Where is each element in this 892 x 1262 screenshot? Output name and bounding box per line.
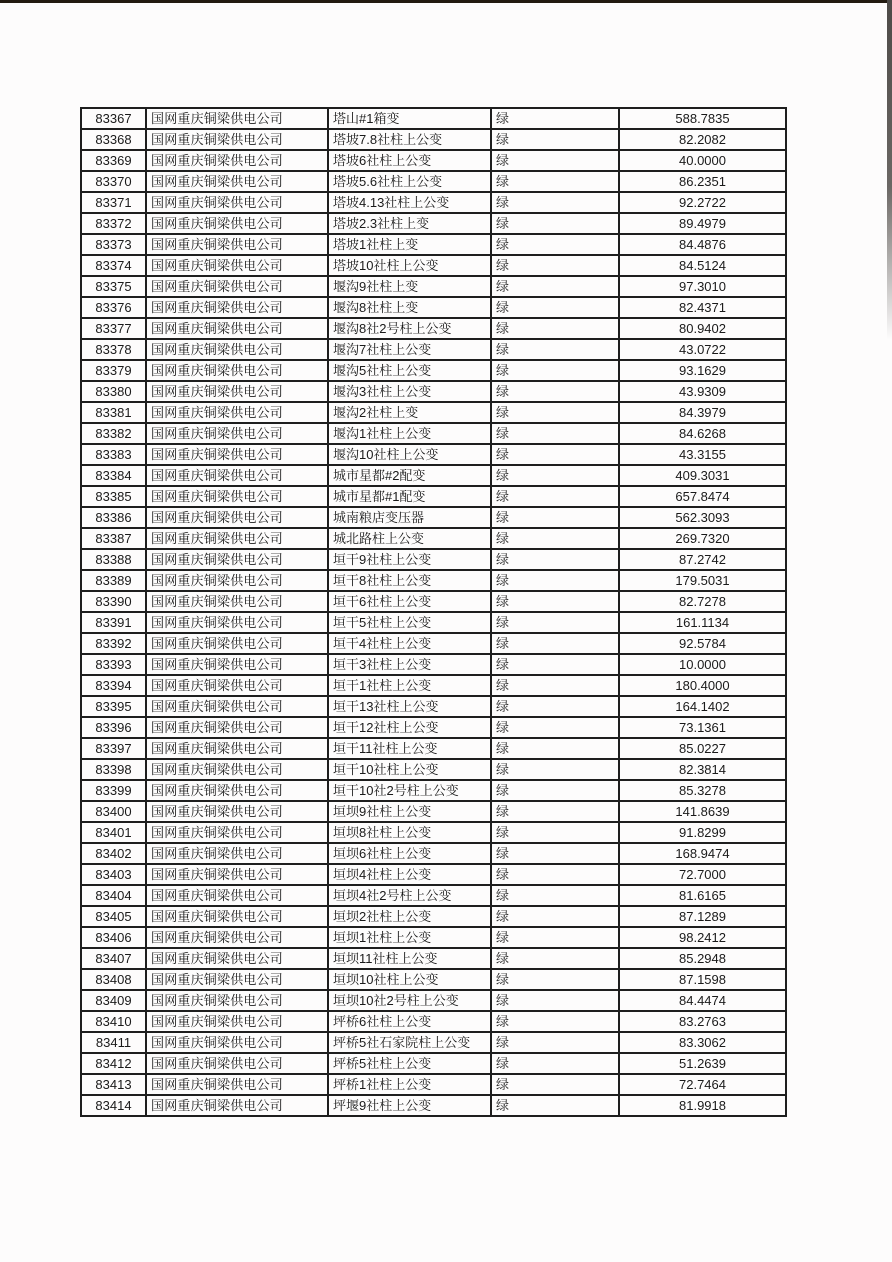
cell-status: 绿: [491, 1074, 619, 1095]
table-row: [81, 675, 786, 696]
cell-status: 绿: [491, 1095, 619, 1116]
table-row: [81, 108, 786, 129]
cell-value: 43.3155: [619, 444, 786, 465]
cell-id: 83412: [81, 1053, 146, 1074]
cell-id: 83396: [81, 717, 146, 738]
cell-device: 坪桥5社柱上公变: [328, 1053, 491, 1074]
cell-company: 国网重庆铜梁供电公司: [146, 633, 328, 654]
cell-status: 绿: [491, 129, 619, 150]
cell-company: 国网重庆铜梁供电公司: [146, 486, 328, 507]
table-row: [81, 927, 786, 948]
cell-device: 城市星都#1配变: [328, 486, 491, 507]
cell-value: 89.4979: [619, 213, 786, 234]
cell-status: 绿: [491, 612, 619, 633]
cell-value: 84.6268: [619, 423, 786, 444]
cell-id: 83370: [81, 171, 146, 192]
cell-value: 141.8639: [619, 801, 786, 822]
cell-company: 国网重庆铜梁供电公司: [146, 423, 328, 444]
table-row: [81, 654, 786, 675]
cell-id: 83383: [81, 444, 146, 465]
cell-id: 83402: [81, 843, 146, 864]
cell-status: 绿: [491, 822, 619, 843]
cell-company: 国网重庆铜梁供电公司: [146, 360, 328, 381]
cell-device: 城市星都#2配变: [328, 465, 491, 486]
cell-company: 国网重庆铜梁供电公司: [146, 927, 328, 948]
cell-status: 绿: [491, 339, 619, 360]
cell-status: 绿: [491, 465, 619, 486]
cell-id: 83413: [81, 1074, 146, 1095]
table-row: [81, 969, 786, 990]
cell-id: 83398: [81, 759, 146, 780]
cell-company: 国网重庆铜梁供电公司: [146, 654, 328, 675]
table-row: [81, 402, 786, 423]
cell-company: 国网重庆铜梁供电公司: [146, 1011, 328, 1032]
cell-device: 堰沟1社柱上公变: [328, 423, 491, 444]
cell-company: 国网重庆铜梁供电公司: [146, 507, 328, 528]
table-row: [81, 780, 786, 801]
table-row: [81, 528, 786, 549]
table-row: [81, 591, 786, 612]
cell-status: 绿: [491, 717, 619, 738]
cell-device: 塔坡6社柱上公变: [328, 150, 491, 171]
cell-device: 塔坡2.3社柱上变: [328, 213, 491, 234]
table-row: [81, 843, 786, 864]
cell-device: 堰沟10社柱上公变: [328, 444, 491, 465]
cell-value: 73.1361: [619, 717, 786, 738]
table-row: [81, 318, 786, 339]
cell-value: 97.3010: [619, 276, 786, 297]
cell-device: 城南粮店变压器: [328, 507, 491, 528]
table-row: [81, 801, 786, 822]
table-row: [81, 360, 786, 381]
cell-status: 绿: [491, 255, 619, 276]
table-row: [81, 171, 786, 192]
cell-company: 国网重庆铜梁供电公司: [146, 864, 328, 885]
cell-device: 垣干3社柱上公变: [328, 654, 491, 675]
cell-device: 塔坡1社柱上变: [328, 234, 491, 255]
cell-device: 堰沟5社柱上公变: [328, 360, 491, 381]
cell-company: 国网重庆铜梁供电公司: [146, 843, 328, 864]
cell-value: 81.6165: [619, 885, 786, 906]
cell-id: 83376: [81, 297, 146, 318]
cell-value: 82.3814: [619, 759, 786, 780]
table-row: [81, 633, 786, 654]
table-row: [81, 486, 786, 507]
cell-status: 绿: [491, 150, 619, 171]
cell-value: 85.3278: [619, 780, 786, 801]
cell-id: 83400: [81, 801, 146, 822]
cell-value: 92.5784: [619, 633, 786, 654]
cell-device: 塔坡10社柱上公变: [328, 255, 491, 276]
cell-status: 绿: [491, 990, 619, 1011]
table-row: [81, 213, 786, 234]
cell-device: 堰沟8社2号柱上公变: [328, 318, 491, 339]
table-row: [81, 549, 786, 570]
cell-device: 垣干6社柱上公变: [328, 591, 491, 612]
cell-status: 绿: [491, 906, 619, 927]
cell-id: 83406: [81, 927, 146, 948]
transformer-data-table: [80, 107, 787, 1117]
cell-value: 83.2763: [619, 1011, 786, 1032]
cell-value: 82.2082: [619, 129, 786, 150]
cell-value: 84.5124: [619, 255, 786, 276]
cell-company: 国网重庆铜梁供电公司: [146, 738, 328, 759]
table-row: [81, 864, 786, 885]
cell-company: 国网重庆铜梁供电公司: [146, 1053, 328, 1074]
cell-value: 87.1598: [619, 969, 786, 990]
cell-id: 83390: [81, 591, 146, 612]
cell-value: 168.9474: [619, 843, 786, 864]
cell-id: 83373: [81, 234, 146, 255]
cell-device: 垣坝9社柱上公变: [328, 801, 491, 822]
table-row: [81, 381, 786, 402]
cell-device: 塔坡5.6社柱上公变: [328, 171, 491, 192]
cell-status: 绿: [491, 738, 619, 759]
cell-value: 657.8474: [619, 486, 786, 507]
cell-id: 83375: [81, 276, 146, 297]
table-row: [81, 255, 786, 276]
cell-device: 垣坝6社柱上公变: [328, 843, 491, 864]
table-row: [81, 759, 786, 780]
cell-id: 83414: [81, 1095, 146, 1116]
cell-id: 83397: [81, 738, 146, 759]
cell-value: 562.3093: [619, 507, 786, 528]
cell-value: 179.5031: [619, 570, 786, 591]
table-row: [81, 570, 786, 591]
cell-id: 83369: [81, 150, 146, 171]
cell-company: 国网重庆铜梁供电公司: [146, 255, 328, 276]
cell-device: 垣坝2社柱上公变: [328, 906, 491, 927]
cell-device: 垣坝1社柱上公变: [328, 927, 491, 948]
cell-value: 84.3979: [619, 402, 786, 423]
cell-value: 84.4876: [619, 234, 786, 255]
table-row: [81, 297, 786, 318]
cell-status: 绿: [491, 843, 619, 864]
cell-device: 塔坡7.8社柱上公变: [328, 129, 491, 150]
cell-device: 堰沟2社柱上变: [328, 402, 491, 423]
cell-id: 83410: [81, 1011, 146, 1032]
cell-status: 绿: [491, 318, 619, 339]
cell-company: 国网重庆铜梁供电公司: [146, 339, 328, 360]
cell-company: 国网重庆铜梁供电公司: [146, 1032, 328, 1053]
cell-company: 国网重庆铜梁供电公司: [146, 570, 328, 591]
table-row: [81, 507, 786, 528]
cell-value: 92.2722: [619, 192, 786, 213]
cell-company: 国网重庆铜梁供电公司: [146, 675, 328, 696]
cell-value: 40.0000: [619, 150, 786, 171]
table-row: [81, 1053, 786, 1074]
table-row: [81, 276, 786, 297]
cell-id: 83403: [81, 864, 146, 885]
cell-value: 72.7000: [619, 864, 786, 885]
table-row: [81, 1032, 786, 1053]
cell-id: 83377: [81, 318, 146, 339]
cell-company: 国网重庆铜梁供电公司: [146, 885, 328, 906]
table-row: [81, 423, 786, 444]
table-row: [81, 822, 786, 843]
cell-company: 国网重庆铜梁供电公司: [146, 1095, 328, 1116]
cell-status: 绿: [491, 213, 619, 234]
cell-value: 161.1134: [619, 612, 786, 633]
cell-company: 国网重庆铜梁供电公司: [146, 780, 328, 801]
cell-value: 86.2351: [619, 171, 786, 192]
cell-company: 国网重庆铜梁供电公司: [146, 801, 328, 822]
cell-company: 国网重庆铜梁供电公司: [146, 171, 328, 192]
cell-status: 绿: [491, 360, 619, 381]
table-row: [81, 696, 786, 717]
cell-device: 垣坝10社柱上公变: [328, 969, 491, 990]
cell-id: 83368: [81, 129, 146, 150]
cell-value: 43.0722: [619, 339, 786, 360]
cell-value: 588.7835: [619, 108, 786, 129]
cell-company: 国网重庆铜梁供电公司: [146, 129, 328, 150]
cell-company: 国网重庆铜梁供电公司: [146, 150, 328, 171]
cell-id: 83372: [81, 213, 146, 234]
cell-status: 绿: [491, 654, 619, 675]
scan-top-edge: [0, 0, 892, 3]
table-row: [81, 339, 786, 360]
cell-status: 绿: [491, 759, 619, 780]
cell-company: 国网重庆铜梁供电公司: [146, 528, 328, 549]
cell-id: 83394: [81, 675, 146, 696]
table-row: [81, 990, 786, 1011]
cell-id: 83367: [81, 108, 146, 129]
cell-company: 国网重庆铜梁供电公司: [146, 696, 328, 717]
cell-status: 绿: [491, 507, 619, 528]
cell-id: 83404: [81, 885, 146, 906]
cell-device: 垣干8社柱上公变: [328, 570, 491, 591]
cell-status: 绿: [491, 591, 619, 612]
cell-status: 绿: [491, 486, 619, 507]
cell-id: 83399: [81, 780, 146, 801]
cell-device: 垣坝10社2号柱上公变: [328, 990, 491, 1011]
table-row: [81, 192, 786, 213]
cell-status: 绿: [491, 570, 619, 591]
cell-status: 绿: [491, 1032, 619, 1053]
table-row: [81, 234, 786, 255]
cell-id: 83382: [81, 423, 146, 444]
cell-value: 269.7320: [619, 528, 786, 549]
cell-value: 10.0000: [619, 654, 786, 675]
cell-status: 绿: [491, 780, 619, 801]
cell-device: 坪堰9社柱上公变: [328, 1095, 491, 1116]
cell-status: 绿: [491, 864, 619, 885]
cell-company: 国网重庆铜梁供电公司: [146, 969, 328, 990]
cell-id: 83381: [81, 402, 146, 423]
cell-company: 国网重庆铜梁供电公司: [146, 759, 328, 780]
cell-device: 垣坝11社柱上公变: [328, 948, 491, 969]
cell-value: 80.9402: [619, 318, 786, 339]
cell-value: 72.7464: [619, 1074, 786, 1095]
cell-id: 83411: [81, 1032, 146, 1053]
cell-device: 堰沟3社柱上公变: [328, 381, 491, 402]
cell-device: 坪桥1社柱上公变: [328, 1074, 491, 1095]
cell-company: 国网重庆铜梁供电公司: [146, 318, 328, 339]
cell-value: 164.1402: [619, 696, 786, 717]
cell-device: 垣干11社柱上公变: [328, 738, 491, 759]
cell-device: 垣坝4社柱上公变: [328, 864, 491, 885]
cell-value: 93.1629: [619, 360, 786, 381]
cell-id: 83385: [81, 486, 146, 507]
table-row: [81, 1095, 786, 1116]
cell-status: 绿: [491, 108, 619, 129]
cell-value: 83.3062: [619, 1032, 786, 1053]
cell-id: 83387: [81, 528, 146, 549]
cell-status: 绿: [491, 444, 619, 465]
cell-company: 国网重庆铜梁供电公司: [146, 444, 328, 465]
cell-value: 51.2639: [619, 1053, 786, 1074]
cell-status: 绿: [491, 192, 619, 213]
cell-value: 180.4000: [619, 675, 786, 696]
cell-device: 垣坝4社2号柱上公变: [328, 885, 491, 906]
cell-device: 垣干1社柱上公变: [328, 675, 491, 696]
cell-company: 国网重庆铜梁供电公司: [146, 402, 328, 423]
cell-company: 国网重庆铜梁供电公司: [146, 948, 328, 969]
cell-company: 国网重庆铜梁供电公司: [146, 1074, 328, 1095]
cell-value: 409.3031: [619, 465, 786, 486]
cell-value: 98.2412: [619, 927, 786, 948]
cell-device: 塔山#1箱变: [328, 108, 491, 129]
cell-value: 82.4371: [619, 297, 786, 318]
cell-status: 绿: [491, 927, 619, 948]
cell-status: 绿: [491, 234, 619, 255]
cell-value: 43.9309: [619, 381, 786, 402]
cell-device: 垣干5社柱上公变: [328, 612, 491, 633]
cell-status: 绿: [491, 171, 619, 192]
cell-status: 绿: [491, 969, 619, 990]
cell-company: 国网重庆铜梁供电公司: [146, 822, 328, 843]
cell-status: 绿: [491, 1053, 619, 1074]
cell-device: 垣干4社柱上公变: [328, 633, 491, 654]
cell-id: 83407: [81, 948, 146, 969]
cell-status: 绿: [491, 381, 619, 402]
cell-value: 85.2948: [619, 948, 786, 969]
table-row: [81, 906, 786, 927]
cell-id: 83379: [81, 360, 146, 381]
cell-device: 垣干12社柱上公变: [328, 717, 491, 738]
table-row: [81, 885, 786, 906]
cell-device: 堰沟9社柱上变: [328, 276, 491, 297]
cell-device: 垣坝8社柱上公变: [328, 822, 491, 843]
cell-status: 绿: [491, 549, 619, 570]
cell-value: 87.2742: [619, 549, 786, 570]
cell-status: 绿: [491, 423, 619, 444]
cell-value: 82.7278: [619, 591, 786, 612]
cell-id: 83378: [81, 339, 146, 360]
cell-company: 国网重庆铜梁供电公司: [146, 990, 328, 1011]
cell-company: 国网重庆铜梁供电公司: [146, 213, 328, 234]
cell-id: 83395: [81, 696, 146, 717]
cell-status: 绿: [491, 885, 619, 906]
cell-device: 坪桥6社柱上公变: [328, 1011, 491, 1032]
cell-status: 绿: [491, 528, 619, 549]
cell-id: 83392: [81, 633, 146, 654]
cell-id: 83384: [81, 465, 146, 486]
cell-status: 绿: [491, 948, 619, 969]
cell-device: 坪桥5社石家院柱上公变: [328, 1032, 491, 1053]
table-row: [81, 129, 786, 150]
cell-device: 堰沟8社柱上变: [328, 297, 491, 318]
cell-company: 国网重庆铜梁供电公司: [146, 276, 328, 297]
cell-id: 83409: [81, 990, 146, 1011]
cell-status: 绿: [491, 675, 619, 696]
cell-company: 国网重庆铜梁供电公司: [146, 906, 328, 927]
table-row: [81, 150, 786, 171]
cell-status: 绿: [491, 633, 619, 654]
cell-id: 83389: [81, 570, 146, 591]
cell-company: 国网重庆铜梁供电公司: [146, 297, 328, 318]
cell-id: 83401: [81, 822, 146, 843]
cell-status: 绿: [491, 297, 619, 318]
cell-device: 垣干10社2号柱上公变: [328, 780, 491, 801]
table-row: [81, 465, 786, 486]
cell-status: 绿: [491, 696, 619, 717]
table-body: [81, 108, 786, 1116]
cell-id: 83391: [81, 612, 146, 633]
table-row: [81, 948, 786, 969]
cell-device: 城北路柱上公变: [328, 528, 491, 549]
cell-device: 堰沟7社柱上公变: [328, 339, 491, 360]
table-row: [81, 738, 786, 759]
cell-value: 91.8299: [619, 822, 786, 843]
table-row: [81, 717, 786, 738]
cell-device: 垣干9社柱上公变: [328, 549, 491, 570]
cell-company: 国网重庆铜梁供电公司: [146, 717, 328, 738]
cell-value: 84.4474: [619, 990, 786, 1011]
cell-device: 垣干13社柱上公变: [328, 696, 491, 717]
table-row: [81, 612, 786, 633]
cell-company: 国网重庆铜梁供电公司: [146, 549, 328, 570]
cell-company: 国网重庆铜梁供电公司: [146, 381, 328, 402]
table-row: [81, 444, 786, 465]
cell-id: 83388: [81, 549, 146, 570]
cell-device: 塔坡4.13社柱上公变: [328, 192, 491, 213]
cell-status: 绿: [491, 402, 619, 423]
cell-company: 国网重庆铜梁供电公司: [146, 612, 328, 633]
cell-status: 绿: [491, 1011, 619, 1032]
cell-company: 国网重庆铜梁供电公司: [146, 465, 328, 486]
cell-company: 国网重庆铜梁供电公司: [146, 108, 328, 129]
table-row: [81, 1011, 786, 1032]
scan-right-edge: [887, 0, 892, 340]
table-row: [81, 1074, 786, 1095]
cell-id: 83380: [81, 381, 146, 402]
cell-value: 85.0227: [619, 738, 786, 759]
cell-company: 国网重庆铜梁供电公司: [146, 192, 328, 213]
cell-company: 国网重庆铜梁供电公司: [146, 591, 328, 612]
cell-value: 87.1289: [619, 906, 786, 927]
cell-id: 83386: [81, 507, 146, 528]
cell-id: 83371: [81, 192, 146, 213]
cell-id: 83374: [81, 255, 146, 276]
cell-value: 81.9918: [619, 1095, 786, 1116]
cell-company: 国网重庆铜梁供电公司: [146, 234, 328, 255]
cell-id: 83408: [81, 969, 146, 990]
cell-status: 绿: [491, 276, 619, 297]
cell-id: 83405: [81, 906, 146, 927]
cell-device: 垣干10社柱上公变: [328, 759, 491, 780]
cell-status: 绿: [491, 801, 619, 822]
cell-id: 83393: [81, 654, 146, 675]
